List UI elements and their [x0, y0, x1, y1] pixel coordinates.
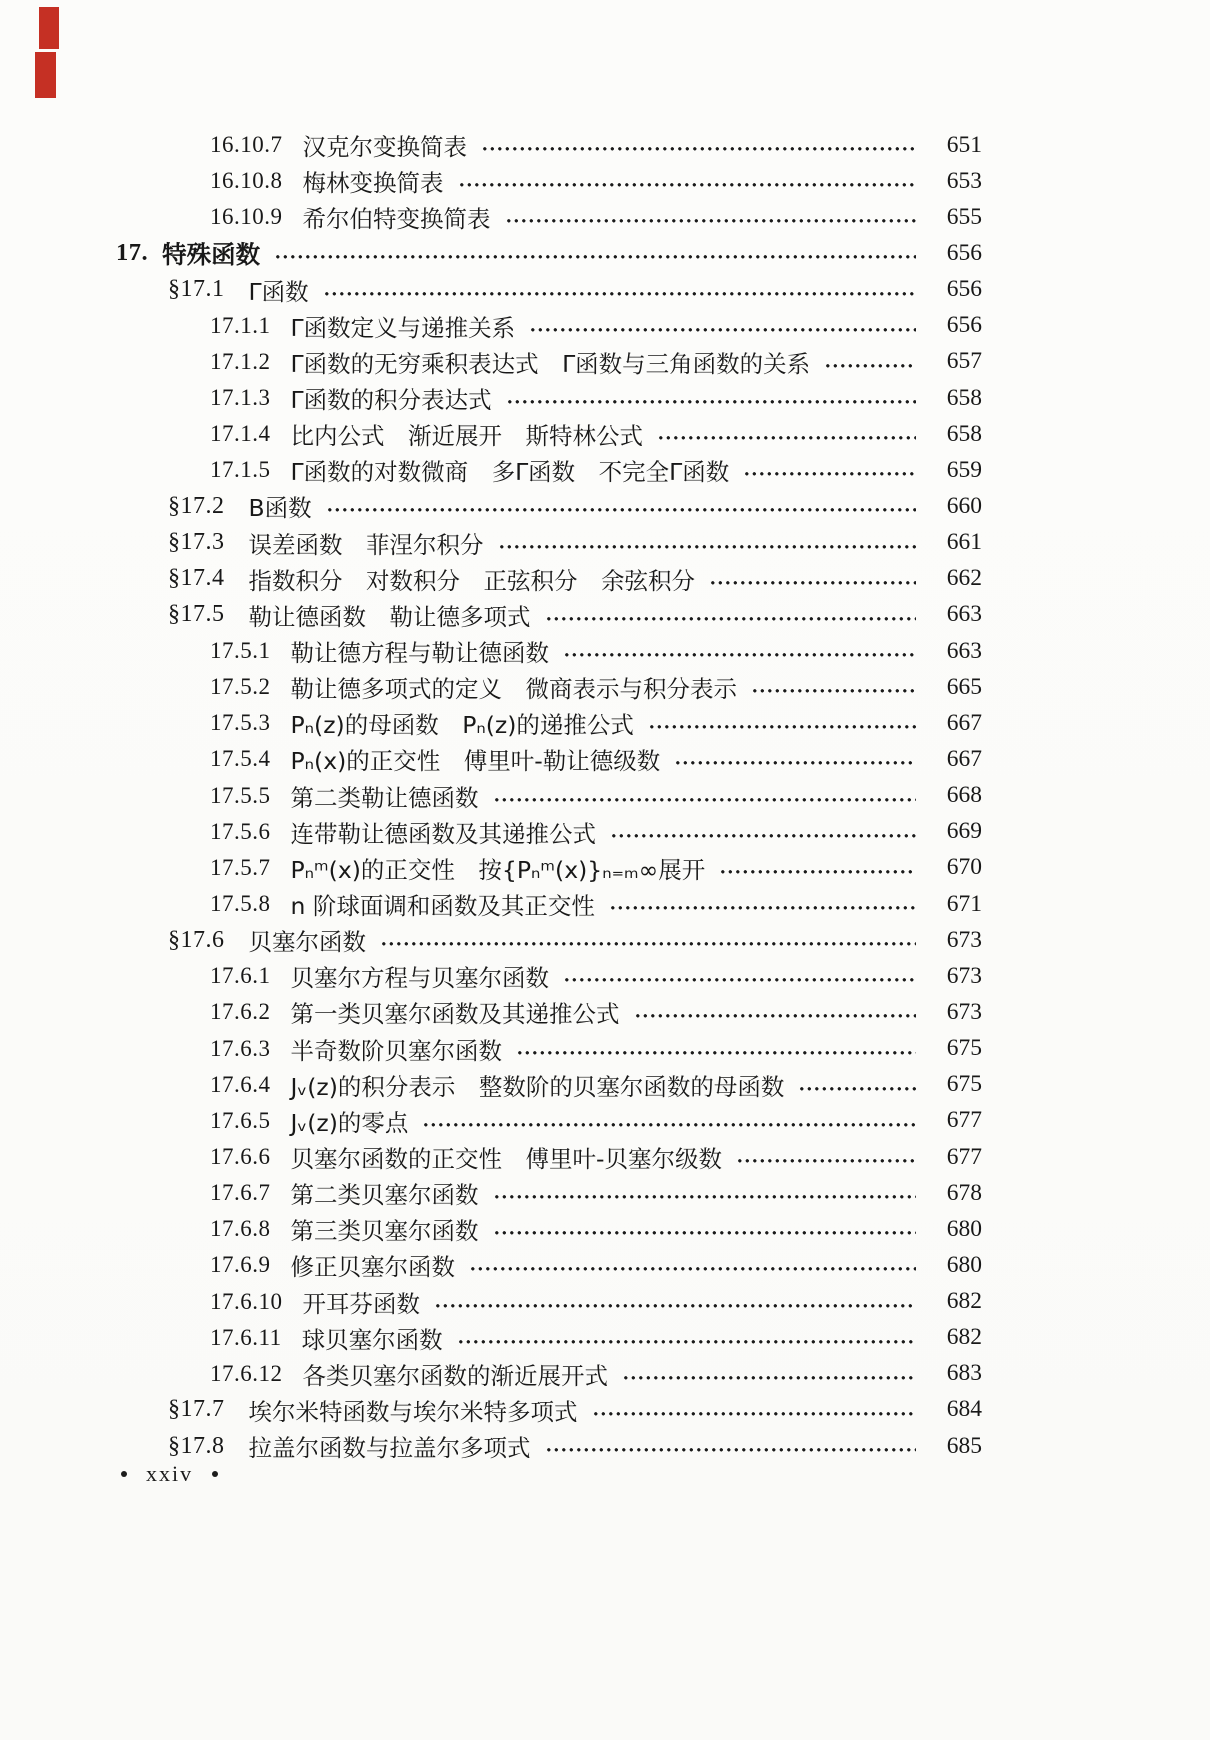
toc-row	[116, 452, 982, 488]
dot-leader	[483, 147, 916, 151]
entry-title: Γ函数的无穷乘积表达式 Γ函数与三角函数的关系	[290, 349, 811, 378]
toc-row	[116, 1247, 982, 1283]
entry-number: 17.5.7	[210, 854, 271, 880]
entry-page-number: 658	[946, 420, 982, 447]
toc-row	[116, 1320, 982, 1356]
toc-row	[116, 1103, 982, 1139]
dot-leader	[328, 508, 916, 512]
entry-page-number: 667	[946, 709, 982, 736]
entry-page-number: 677	[946, 1143, 982, 1170]
dot-leader	[500, 545, 917, 549]
entry-page-number: 653	[946, 167, 982, 194]
toc-row	[116, 235, 982, 271]
dot-leader	[459, 1340, 916, 1344]
entry-title: 指数积分 对数积分 正弦积分 余弦积分	[248, 566, 695, 595]
toc-row	[116, 344, 982, 380]
entry-title: 希尔伯特变换简表	[302, 205, 491, 234]
entry-title: n 阶球面调和函数及其正交性	[290, 892, 595, 921]
entry-number: §17.8	[168, 1432, 225, 1459]
entry-page-number: 659	[946, 456, 982, 483]
entry-number: 17.	[116, 239, 149, 267]
dot-leader	[382, 942, 916, 946]
dot-leader	[711, 581, 916, 585]
entry-page-number: 671	[946, 890, 982, 917]
entry-number: 17.5.8	[210, 891, 271, 917]
entry-title: 贝塞尔方程与贝塞尔函数	[290, 964, 549, 993]
dot-leader	[738, 1159, 916, 1163]
toc-row	[116, 1031, 982, 1067]
toc-row	[116, 525, 982, 561]
entry-page-number: 663	[946, 601, 982, 628]
dot-leader	[325, 292, 916, 296]
entry-number: 17.6.2	[210, 999, 271, 1025]
dot-leader	[745, 472, 916, 476]
entry-title: 修正贝塞尔函数	[290, 1253, 455, 1282]
entry-title: 拉盖尔函数与拉盖尔多项式	[248, 1434, 531, 1463]
dot-leader	[495, 798, 917, 802]
toc-row	[116, 1211, 982, 1247]
entry-page-number: 669	[946, 818, 982, 845]
entry-page-number: 670	[946, 854, 982, 881]
entry-title: Γ函数的对数微商 多Γ函数 不完全Γ函数	[290, 458, 730, 487]
entry-number: 17.6.7	[210, 1180, 271, 1206]
entry-title: 开耳芬函数	[302, 1289, 420, 1318]
folio-right-bullet-icon	[212, 1471, 218, 1477]
entry-title: B函数	[248, 494, 312, 523]
entry-title: Pₙ(z)的母函数 Pₙ(z)的递推公式	[290, 711, 634, 740]
toc-row	[116, 1175, 982, 1211]
dot-leader	[531, 328, 916, 332]
entry-page-number: 656	[946, 312, 982, 339]
entry-number: 17.6.5	[210, 1107, 271, 1133]
entry-number: 17.1.3	[210, 385, 271, 411]
entry-number: 17.1.5	[210, 457, 271, 483]
entry-number: 17.5.1	[210, 638, 271, 664]
entry-title: 半奇数阶贝塞尔函数	[290, 1036, 502, 1065]
entry-number: 17.6.10	[210, 1288, 283, 1314]
entry-page-number: 651	[946, 131, 982, 158]
toc-row	[116, 994, 982, 1030]
entry-page-number: 680	[946, 1215, 982, 1242]
entry-page-number: 683	[946, 1360, 982, 1387]
entry-title: Jᵥ(z)的积分表示 整数阶的贝塞尔函数的母函数	[290, 1072, 785, 1101]
entry-number: 17.6.3	[210, 1035, 271, 1061]
entry-page-number: 685	[946, 1432, 982, 1459]
entry-number: 16.10.7	[210, 132, 283, 158]
dot-leader	[495, 1195, 917, 1199]
toc-row	[116, 705, 982, 741]
entry-title: Jᵥ(z)的零点	[290, 1108, 409, 1137]
dot-leader	[436, 1304, 916, 1308]
entry-page-number: 682	[946, 1324, 982, 1351]
dot-leader	[753, 689, 916, 693]
dot-leader	[460, 183, 917, 187]
folio-page-number: xxiv	[146, 1461, 194, 1486]
toc-row	[116, 127, 982, 163]
entry-page-number: 677	[946, 1107, 982, 1134]
dot-leader	[565, 978, 916, 982]
entry-page-number: 678	[946, 1179, 982, 1206]
toc-row	[116, 814, 982, 850]
dot-leader	[676, 761, 916, 765]
dot-leader	[471, 1267, 916, 1271]
entry-number: 16.10.9	[210, 204, 283, 230]
entry-title: 埃尔米特函数与埃尔米特多项式	[248, 1397, 578, 1426]
entry-page-number: 673	[946, 998, 982, 1025]
entry-title: 勒让德多项式的定义 微商表示与积分表示	[290, 675, 737, 704]
entry-number: §17.6	[168, 926, 225, 953]
entry-number: 17.6.1	[210, 963, 271, 989]
entry-title: Pₙᵐ(x)的正交性 按{Pₙᵐ(x)}ₙ₌ₘ∞展开	[290, 855, 706, 884]
entry-title: 比内公式 渐近展开 斯特林公式	[290, 422, 643, 451]
dot-leader	[800, 1087, 916, 1091]
entry-title: Γ函数定义与递推关系	[290, 313, 516, 342]
dot-leader	[624, 1376, 916, 1380]
entry-number: 17.5.5	[210, 782, 271, 808]
entry-title: 勒让德函数 勒让德多项式	[248, 602, 531, 631]
entry-title: 贝塞尔函数的正交性 傅里叶-贝塞尔级数	[290, 1145, 722, 1173]
dot-leader	[547, 617, 917, 621]
entry-title: Γ函数的积分表达式	[290, 386, 492, 415]
entry-page-number: 667	[946, 745, 982, 772]
folio-left-bullet-icon	[121, 1471, 127, 1477]
entry-title: 汉克尔变换简表	[302, 133, 467, 162]
entry-number: 17.6.12	[210, 1360, 283, 1386]
entry-number: 17.5.2	[210, 674, 271, 700]
toc-row	[116, 488, 982, 524]
dot-leader	[547, 1448, 917, 1452]
entry-page-number: 673	[946, 926, 982, 953]
entry-number: §17.7	[168, 1396, 225, 1423]
entry-number: 17.1.1	[210, 312, 271, 338]
entry-number: 17.1.2	[210, 348, 271, 374]
entry-page-number: 663	[946, 637, 982, 664]
red-edge-mark-bottom	[35, 52, 56, 98]
entry-page-number: 675	[946, 1071, 982, 1098]
toc-row	[116, 380, 982, 416]
toc-row	[116, 958, 982, 994]
toc-row	[116, 778, 982, 814]
red-edge-mark	[35, 6, 61, 98]
toc-row	[116, 163, 982, 199]
entry-number: 17.6.8	[210, 1216, 271, 1242]
entry-title: Γ函数	[248, 277, 309, 306]
toc-row	[116, 416, 982, 452]
dot-leader	[612, 834, 916, 838]
entry-title: 球贝塞尔函数	[301, 1325, 443, 1354]
dot-leader	[721, 870, 916, 874]
toc-row	[116, 850, 982, 886]
entry-title: 贝塞尔函数	[248, 928, 366, 957]
entry-number: 17.6.11	[210, 1324, 282, 1350]
dot-leader	[424, 1123, 916, 1127]
page-folio	[121, 1461, 218, 1487]
entry-title: Pₙ(x)的正交性 傅里叶-勒让德级数	[290, 747, 661, 776]
dot-leader	[659, 436, 916, 440]
dot-leader	[495, 1231, 917, 1235]
entry-title: 第二类贝塞尔函数	[290, 1181, 479, 1210]
entry-number: 17.6.9	[210, 1252, 271, 1278]
entry-title: 勒让德方程与勒让德函数	[290, 639, 549, 668]
dot-leader	[611, 906, 916, 910]
toc-row	[116, 1356, 982, 1392]
toc-row	[116, 886, 982, 922]
toc-row	[116, 1284, 982, 1320]
entry-page-number: 682	[946, 1288, 982, 1315]
toc-row	[116, 633, 982, 669]
toc-row	[116, 561, 982, 597]
entry-title: 各类贝塞尔函数的渐近展开式	[302, 1361, 608, 1390]
entry-page-number: 661	[946, 529, 982, 556]
entry-page-number: 680	[946, 1251, 982, 1278]
toc-row	[116, 308, 982, 344]
entry-page-number: 675	[946, 1035, 982, 1062]
entry-number: §17.3	[168, 529, 225, 556]
toc-row	[116, 1428, 982, 1464]
entry-page-number: 656	[946, 239, 982, 266]
entry-page-number: 684	[946, 1396, 982, 1423]
dot-leader	[650, 725, 916, 729]
entry-number: 16.10.8	[210, 168, 283, 194]
entry-number: 17.1.4	[210, 421, 271, 447]
entry-page-number: 665	[946, 673, 982, 700]
dot-leader	[826, 364, 916, 368]
entry-title: 梅林变换简表	[302, 169, 444, 198]
toc-row	[116, 272, 982, 308]
dot-leader	[565, 653, 916, 657]
entry-title: 第二类勒让德函数	[290, 783, 479, 812]
entry-title: 第三类贝塞尔函数	[290, 1217, 479, 1246]
entry-page-number: 657	[946, 348, 982, 375]
entry-page-number: 658	[946, 384, 982, 411]
entry-page-number: 656	[946, 276, 982, 303]
dot-leader	[518, 1051, 916, 1055]
entry-number: 17.5.3	[210, 710, 271, 736]
toc-row	[116, 199, 982, 235]
red-edge-mark-top	[39, 7, 59, 49]
dot-leader	[594, 1412, 917, 1416]
toc-row	[116, 1139, 982, 1175]
dot-leader	[276, 255, 916, 259]
toc-row	[116, 597, 982, 633]
dot-leader	[507, 219, 917, 223]
entry-number: 17.5.6	[210, 818, 271, 844]
dot-leader	[636, 1014, 917, 1018]
entry-title: 误差函数 菲涅尔积分	[248, 530, 484, 559]
entry-page-number: 673	[946, 962, 982, 989]
entry-page-number: 660	[946, 492, 982, 519]
toc-row	[116, 741, 982, 777]
entry-title: 第一类贝塞尔函数及其递推公式	[290, 1000, 620, 1029]
entry-number: §17.2	[168, 492, 225, 519]
toc-row	[116, 1392, 982, 1428]
toc-row	[116, 669, 982, 705]
entry-number: §17.4	[168, 565, 225, 592]
entry-page-number: 662	[946, 565, 982, 592]
entry-page-number: 655	[946, 203, 982, 230]
entry-title: 特殊函数	[162, 239, 261, 269]
toc-row	[116, 1067, 982, 1103]
entry-page-number: 668	[946, 782, 982, 809]
entry-number: 17.5.4	[210, 746, 271, 772]
entry-number: §17.1	[168, 276, 225, 303]
entry-number: §17.5	[168, 601, 225, 628]
entry-title: 连带勒让德函数及其递推公式	[290, 819, 596, 848]
entry-number: 17.6.6	[210, 1144, 271, 1169]
dot-leader	[508, 400, 916, 404]
entry-number: 17.6.4	[210, 1071, 271, 1097]
toc-list	[116, 127, 982, 1464]
toc-row	[116, 922, 982, 958]
